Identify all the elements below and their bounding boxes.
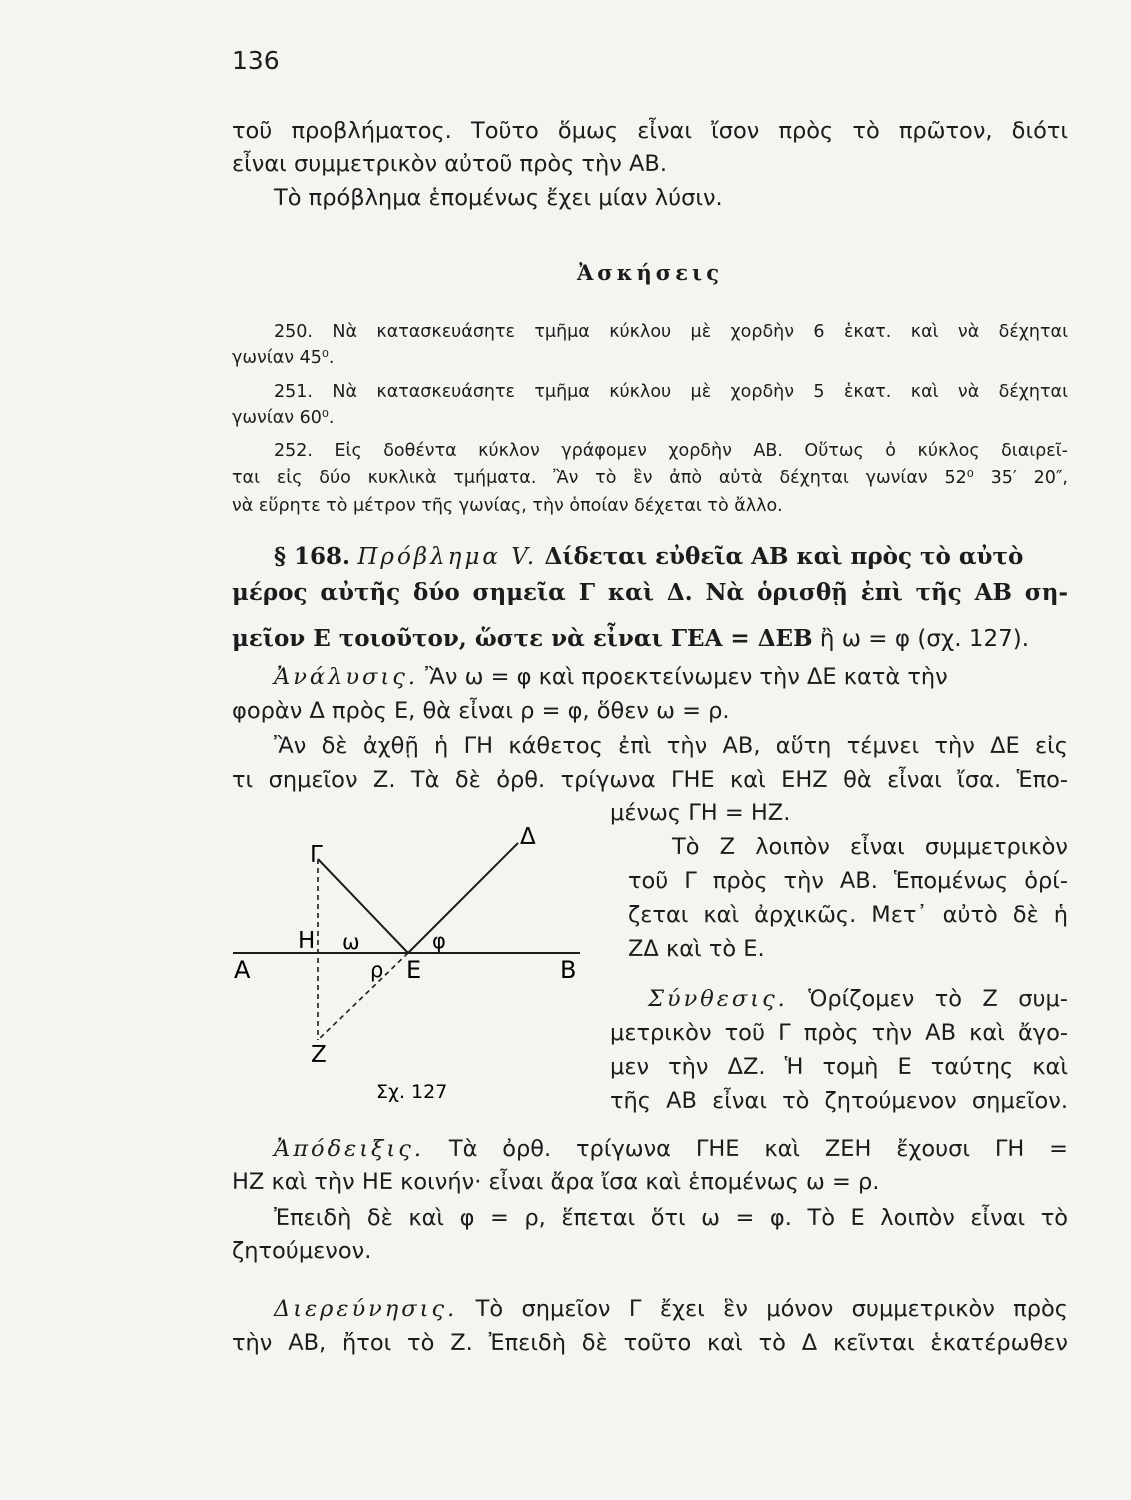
- label-zeta: Ζ: [311, 1042, 327, 1068]
- discussion-label: Διερεύνησις.: [274, 1296, 458, 1322]
- discussion-line: [232, 1294, 1068, 1324]
- exercise-250: 250. Νὰ κατασκευάσητε τμῆμα κύκλου μὲ χορδὴν 6 ἑκατ. καὶ νὰ δέχηται: [274, 322, 1068, 342]
- exercise-252-cont: νὰ εὕρητε τὸ μέτρον τῆς γωνίας, τὴν ὁποίαν δέχεται τὸ ἄλλο.: [232, 496, 783, 516]
- exercise-252: 252. Εἰς δοθέντα κύκλον γράφομεν χορδὴν ΑΒ. Οὕτως ὁ κύκλος διαιρεῖ-: [274, 441, 1068, 461]
- segment-ED: [408, 843, 518, 953]
- exercise-251-cont: γωνίαν 60⁰.: [232, 408, 335, 428]
- synthesis-line: μεν τὴν ΔΖ. Ἡ τομὴ Ε ταύτης καὶ: [610, 1054, 1068, 1080]
- analysis-line: τι σημεῖον Ζ. Τὰ δὲ ὀρθ. τρίγωνα ΓΗΕ καὶ ΕΗΖ θὰ εἶναι ἴσα. Ἑπο-: [232, 767, 1068, 793]
- synthesis-line: τῆς ΑΒ εἶναι τὸ ζητούμενον σημεῖον.: [610, 1088, 1068, 1114]
- figure-caption: Σχ. 127: [376, 1081, 448, 1103]
- problem-statement-line: [232, 624, 1068, 654]
- label-delta: Δ: [520, 824, 536, 850]
- analysis-line: Ἂν δὲ ἀχθῇ ἡ ΓΗ κάθετος ἐπὶ τὴν ΑΒ, αὕτη τέμνει τὴν ΔΕ εἰς: [274, 733, 1068, 759]
- section-label: § 168.: [274, 543, 351, 570]
- section-168-heading: [232, 542, 1068, 572]
- label-gamma: Γ: [310, 842, 323, 868]
- text-line: εἶναι συμμετρικὸν αὐτοῦ πρὸς τὴν ΑΒ.: [232, 151, 667, 177]
- label-beta: Β: [560, 956, 577, 984]
- synthesis-text: Ὁρίζομεν τὸ Ζ συμ-: [808, 986, 1068, 1012]
- problem-statement: Δίδεται εὐθεῖα ΑΒ καὶ πρὸς τὸ αὐτὸ: [544, 543, 1024, 570]
- exercise-250-cont: γωνίαν 45⁰.: [232, 348, 335, 368]
- synthesis-label: Σύνθεσις.: [648, 986, 788, 1012]
- page-number: 136: [232, 46, 280, 75]
- discussion-line: τὴν ΑΒ, ἤτοι τὸ Ζ. Ἐπειδὴ δὲ τοῦτο καὶ τὸ Δ κεῖνται ἑκατέρωθεν: [232, 1330, 1068, 1356]
- analysis-line: Τὸ Ζ λοιπὸν εἶναι συμμετρικὸν: [672, 834, 1068, 860]
- proof-label: Ἀπόδειξις.: [274, 1136, 424, 1162]
- exercise-251: 251. Νὰ κατασκευάσητε τμῆμα κύκλου μὲ χορδὴν 5 ἑκατ. καὶ νὰ δέχηται: [274, 382, 1068, 402]
- label-eta: Η: [298, 928, 316, 954]
- segment-EZ: [318, 953, 408, 1040]
- problem-statement-line: μέρος αὐτῆς δύο σημεῖα Γ καὶ Δ. Νὰ ὁρισθῇ ἐπὶ τῆς ΑΒ ση-: [232, 579, 1068, 606]
- text-line: Τὸ πρόβλημα ἑπομένως ἔχει μίαν λύσιν.: [274, 185, 723, 211]
- analysis-line: τοῦ Γ πρὸς τὴν ΑΒ. Ἑπομένως ὁρί-: [628, 868, 1068, 894]
- geometry-figure-127: [228, 812, 608, 1112]
- problem-statement-bold: μεῖον Ε τοιοῦτον, ὥστε νὰ εἶναι ΓΕΑ = ΔΕΒ: [232, 625, 813, 652]
- analysis-line: ΖΔ καὶ τὸ Ε.: [628, 936, 765, 962]
- exercise-252-cont: ται εἰς δύο κυκλικὰ τμήματα. Ἂν τὸ ἓν ἀπὸ αὐτὰ δέχηται γωνίαν 52⁰ 35′ 20″,: [232, 468, 1068, 488]
- proof-text: Τὰ ὀρθ. τρίγωνα ΓΗΕ καὶ ΖΕΗ ἔχουσι ΓΗ =: [448, 1136, 1068, 1162]
- label-alpha: Α: [234, 956, 251, 984]
- analysis-line: [232, 662, 1068, 692]
- analysis-line: μένως ΓΗ = ΗΖ.: [610, 800, 791, 826]
- label-phi: φ: [432, 929, 446, 953]
- proof-line: ΗΖ καὶ τὴν ΗΕ κοινήν· εἶναι ἄρα ἴσα καὶ ἑπομένως ω = ρ.: [232, 1169, 880, 1195]
- analysis-text: Ἂν ω = φ καὶ προεκτείνωμεν τὴν ΔΕ κατὰ τὴν: [425, 664, 948, 690]
- analysis-label: Ἀνάλυσις.: [274, 664, 418, 690]
- segment-GE: [318, 859, 408, 953]
- label-rho: ρ: [370, 958, 384, 982]
- problem-label: Πρόβλημα V.: [357, 544, 538, 570]
- analysis-line: ζεται καὶ ἀρχικῶς. Μετ᾽ αὐτὸ δὲ ἡ: [628, 902, 1068, 928]
- synthesis-line: μετρικὸν τοῦ Γ πρὸς τὴν ΑΒ καὶ ἄγο-: [610, 1020, 1068, 1046]
- discussion-text: Τὸ σημεῖον Γ ἔχει ἓν μόνον συμμετρικὸν πρὸς: [475, 1296, 1068, 1322]
- exercises-heading: Ἀσκήσεις: [577, 260, 723, 285]
- label-omega: ω: [342, 930, 360, 954]
- proof-line: Ἐπειδὴ δὲ καὶ φ = ρ, ἕπεται ὅτι ω = φ. Τὸ Ε λοιπὸν εἶναι τὸ: [274, 1205, 1068, 1231]
- synthesis-line: [610, 984, 1068, 1014]
- text-line: τοῦ προβλήματος. Τοῦτο ὅμως εἶναι ἴσον πρὸς τὸ πρῶτον, διότι: [232, 118, 1068, 144]
- proof-line: [232, 1134, 1068, 1164]
- proof-line: ζητούμενον.: [232, 1238, 372, 1264]
- analysis-line: φορὰν Δ πρὸς Ε, θὰ εἶναι ρ = φ, ὅθεν ω = ρ.: [232, 698, 730, 724]
- problem-statement-tail: ἢ ω = φ (σχ. 127).: [819, 626, 1030, 652]
- label-epsilon: Ε: [406, 956, 422, 984]
